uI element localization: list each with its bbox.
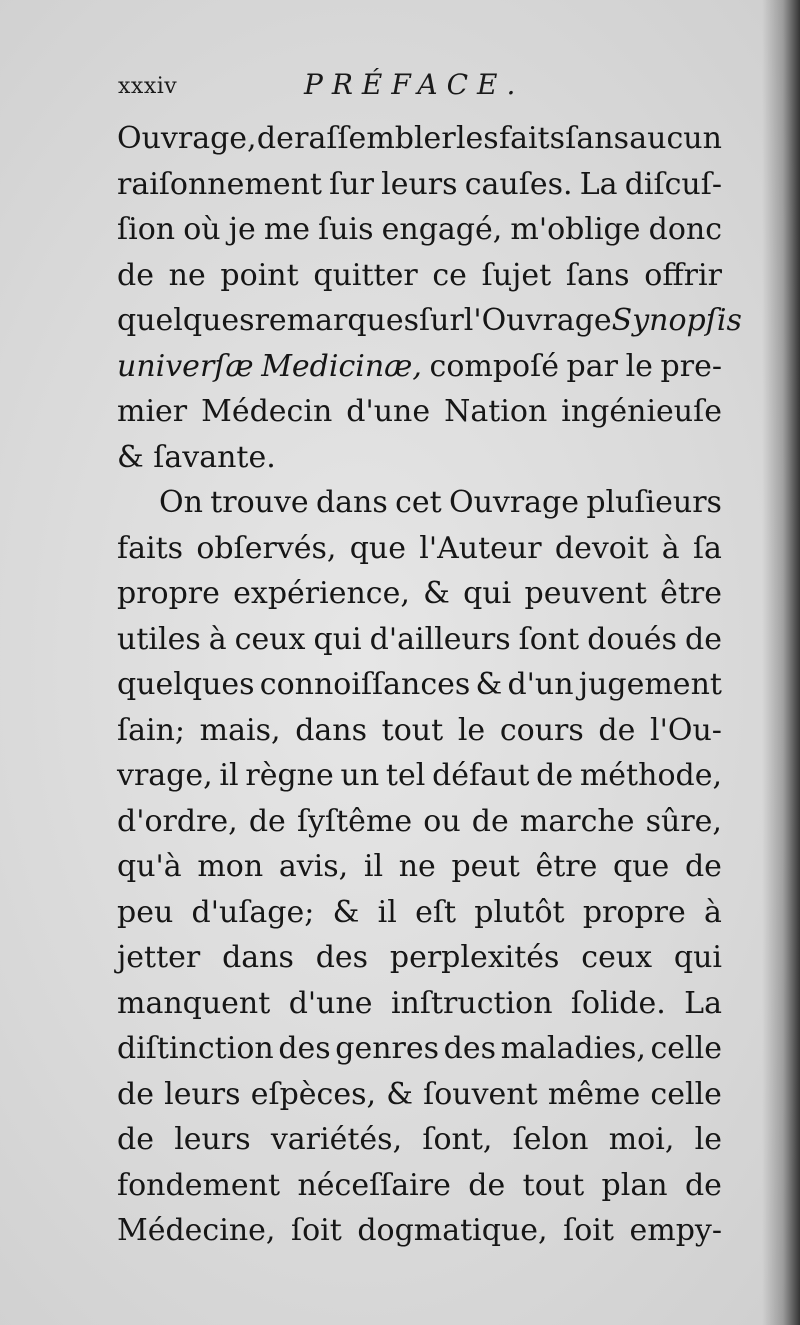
word: dans bbox=[315, 485, 388, 520]
word: jetter bbox=[117, 940, 201, 975]
word: aucun bbox=[629, 121, 722, 156]
word: maladies, bbox=[500, 1031, 646, 1066]
text-line bbox=[117, 1117, 722, 1163]
text-line bbox=[117, 526, 722, 572]
word: à bbox=[661, 530, 680, 566]
word: mier bbox=[117, 394, 188, 429]
text-line bbox=[117, 890, 722, 936]
word: eſpèces, bbox=[250, 1076, 377, 1112]
word: diſtinction bbox=[117, 1031, 274, 1066]
word: de bbox=[684, 849, 722, 884]
word: marche bbox=[519, 803, 635, 839]
word: ſelon bbox=[512, 1122, 589, 1157]
text-line bbox=[117, 1026, 722, 1072]
word: ſoit bbox=[290, 1213, 342, 1248]
word: que bbox=[613, 849, 670, 884]
word: méthode, bbox=[579, 758, 722, 793]
word: engagé, bbox=[381, 212, 503, 247]
word: de bbox=[684, 621, 722, 657]
word: que bbox=[349, 530, 406, 566]
word: mon bbox=[197, 849, 264, 884]
word: raſſembler bbox=[294, 121, 456, 156]
word: d'ailleurs bbox=[369, 621, 511, 657]
word: Nation bbox=[444, 394, 548, 429]
word: de bbox=[117, 1076, 154, 1112]
text-line bbox=[117, 162, 722, 208]
word: celle bbox=[650, 1031, 722, 1066]
word: plan bbox=[601, 1167, 668, 1203]
word: La bbox=[684, 985, 722, 1021]
word: ceux bbox=[581, 940, 653, 975]
word: & bbox=[386, 1076, 413, 1112]
word: cet bbox=[395, 485, 442, 520]
word: ceux bbox=[234, 621, 306, 657]
word: fondement bbox=[117, 1167, 281, 1203]
word: & bbox=[332, 894, 360, 930]
word: ſoit bbox=[563, 1213, 614, 1248]
text-line bbox=[117, 298, 742, 344]
word: de bbox=[536, 758, 574, 793]
word: manquent bbox=[117, 985, 271, 1021]
word: d'un bbox=[507, 667, 574, 702]
word: ſur bbox=[419, 303, 464, 338]
word: dans bbox=[222, 940, 294, 975]
word: tout bbox=[381, 712, 444, 748]
word: leurs bbox=[164, 1076, 241, 1112]
word: ſans bbox=[565, 257, 630, 293]
word: ſujet bbox=[481, 257, 552, 293]
word: & bbox=[423, 576, 450, 611]
word: On bbox=[159, 485, 203, 520]
text-line bbox=[117, 617, 722, 663]
word: de bbox=[468, 1167, 506, 1203]
word: propre bbox=[117, 576, 220, 611]
word: inſtruction bbox=[390, 985, 553, 1021]
word: genres bbox=[335, 1031, 440, 1066]
text-line bbox=[117, 1163, 722, 1209]
word: moi, bbox=[608, 1122, 675, 1157]
word: à bbox=[704, 894, 722, 930]
word: vrage, bbox=[117, 758, 213, 793]
word: mais, bbox=[199, 712, 281, 748]
word: l'Auteur bbox=[419, 530, 542, 566]
word: pre- bbox=[660, 348, 722, 384]
text-line bbox=[117, 1208, 722, 1254]
word: Ouvrage bbox=[448, 485, 580, 520]
word: qu'à bbox=[117, 849, 182, 884]
word: quitter bbox=[313, 257, 418, 293]
word: le bbox=[457, 712, 486, 748]
word: expérience, bbox=[233, 576, 410, 611]
word: être bbox=[660, 576, 722, 611]
word: des bbox=[278, 1031, 331, 1066]
word: les bbox=[455, 121, 499, 156]
text-line bbox=[117, 253, 722, 299]
text-line bbox=[117, 981, 722, 1027]
word: variétés, bbox=[270, 1122, 403, 1157]
word: sûre, bbox=[645, 803, 722, 839]
word: remarques bbox=[254, 303, 420, 338]
word: devoit bbox=[554, 530, 649, 566]
word: ne bbox=[398, 849, 436, 884]
word: Synopſis bbox=[611, 303, 742, 338]
word: de bbox=[598, 712, 636, 748]
word: ingénieuſe bbox=[561, 394, 722, 429]
word: ne bbox=[168, 257, 206, 293]
spine-shadow bbox=[762, 0, 800, 1325]
word: empy- bbox=[629, 1213, 722, 1248]
word: où bbox=[183, 212, 221, 247]
word: le bbox=[694, 1122, 722, 1157]
text-line bbox=[117, 753, 722, 799]
word: à bbox=[208, 621, 227, 657]
word: ſuis bbox=[318, 212, 374, 247]
word: pluſieurs bbox=[586, 485, 722, 520]
text-line bbox=[117, 799, 722, 845]
word: des bbox=[315, 940, 369, 975]
word: raiſonnement bbox=[117, 166, 322, 202]
word: Ouvrage, bbox=[117, 121, 257, 156]
text-line bbox=[117, 1072, 722, 1118]
text-line bbox=[117, 435, 722, 481]
word: ſion bbox=[117, 212, 176, 247]
word: leurs bbox=[381, 166, 458, 202]
word: Medicinæ, bbox=[261, 348, 422, 384]
word: d'ordre, bbox=[117, 803, 238, 839]
word: l'Ouvrage bbox=[463, 303, 612, 338]
word: La bbox=[579, 166, 618, 202]
text-line bbox=[117, 116, 722, 162]
text-line bbox=[117, 935, 722, 981]
word: offrir bbox=[644, 257, 722, 293]
word: quelques bbox=[117, 303, 255, 338]
word: il bbox=[377, 894, 397, 930]
word: de bbox=[117, 1122, 154, 1157]
word: de bbox=[117, 257, 154, 293]
word: peuvent bbox=[524, 576, 647, 611]
word: & bbox=[117, 439, 144, 475]
word: ou bbox=[423, 803, 461, 839]
word: compoſé bbox=[429, 348, 559, 384]
word: obſervés, bbox=[196, 530, 337, 566]
word: eſt bbox=[415, 894, 457, 930]
word: de bbox=[256, 121, 294, 156]
word: propre bbox=[582, 894, 686, 930]
word: des bbox=[443, 1031, 496, 1066]
word: qui bbox=[463, 576, 512, 611]
word: ſouvent bbox=[423, 1076, 538, 1112]
word: perplexités bbox=[389, 940, 560, 975]
word: plutôt bbox=[474, 894, 565, 930]
word: de bbox=[248, 803, 286, 839]
text-line bbox=[117, 389, 722, 435]
word: cauſes. bbox=[464, 166, 573, 202]
word: faits bbox=[498, 121, 566, 156]
word: cours bbox=[499, 712, 584, 748]
word: avis, bbox=[278, 849, 349, 884]
word: néceſſaire bbox=[297, 1167, 451, 1203]
word: peut bbox=[451, 849, 520, 884]
word: être bbox=[535, 849, 598, 884]
word: qui bbox=[673, 940, 722, 975]
word: point bbox=[220, 257, 299, 293]
word: doués bbox=[587, 621, 677, 657]
word: faits bbox=[117, 530, 184, 566]
page-header bbox=[118, 68, 718, 108]
text-line bbox=[117, 662, 722, 708]
word: ſavante. bbox=[153, 439, 276, 475]
word: m'oblige bbox=[510, 212, 641, 247]
word: jugement bbox=[578, 667, 722, 702]
text-line bbox=[117, 207, 722, 253]
word: ſans bbox=[565, 121, 630, 156]
word: ſyſtême bbox=[296, 803, 413, 839]
text-line bbox=[117, 708, 722, 754]
word: dans bbox=[295, 712, 367, 748]
word: ce bbox=[432, 257, 467, 293]
word: me bbox=[263, 212, 311, 247]
word: de bbox=[684, 1167, 722, 1203]
word: & bbox=[475, 667, 503, 702]
word: peu bbox=[117, 894, 174, 930]
word: tel bbox=[385, 758, 426, 793]
word: ſont bbox=[518, 621, 580, 657]
word: connoiſſances bbox=[259, 667, 471, 702]
word: le bbox=[625, 348, 653, 384]
word: tout bbox=[522, 1167, 585, 1203]
running-head: PRÉFACE. bbox=[304, 68, 525, 101]
word: Médecin bbox=[201, 394, 333, 429]
word: ſolide. bbox=[570, 985, 666, 1021]
text-line bbox=[117, 480, 722, 526]
word: Médecine, bbox=[117, 1213, 276, 1248]
word: il bbox=[219, 758, 239, 793]
word: ſa bbox=[692, 530, 722, 566]
word: défaut bbox=[432, 758, 530, 793]
word: d'uſage; bbox=[191, 894, 315, 930]
word: ſur bbox=[329, 166, 374, 202]
word: dogmatique, bbox=[357, 1213, 548, 1248]
word: d'une bbox=[288, 985, 373, 1021]
text-line bbox=[117, 844, 722, 890]
word: celle bbox=[650, 1076, 722, 1112]
word: règne bbox=[245, 758, 334, 793]
word: diſcuſ- bbox=[624, 166, 722, 202]
word: utiles bbox=[117, 621, 201, 657]
word: d'une bbox=[346, 394, 431, 429]
text-line bbox=[117, 571, 722, 617]
word: leurs bbox=[174, 1122, 251, 1157]
text-line bbox=[117, 344, 722, 390]
body-text bbox=[117, 116, 742, 1254]
word: un bbox=[340, 758, 380, 793]
page-number: xxxiv bbox=[118, 74, 178, 99]
word: ſain; bbox=[117, 712, 186, 748]
word: trouve bbox=[210, 485, 309, 520]
word: univerſæ bbox=[117, 348, 254, 384]
word: l'Ou- bbox=[650, 712, 722, 748]
word: ſont, bbox=[422, 1122, 493, 1157]
word: par bbox=[566, 348, 618, 384]
word: donc bbox=[648, 212, 722, 247]
word: de bbox=[471, 803, 509, 839]
word: il bbox=[363, 849, 384, 884]
word: même bbox=[547, 1076, 641, 1112]
word: quelques bbox=[117, 667, 255, 702]
word: je bbox=[228, 212, 256, 247]
word: qui bbox=[313, 621, 362, 657]
